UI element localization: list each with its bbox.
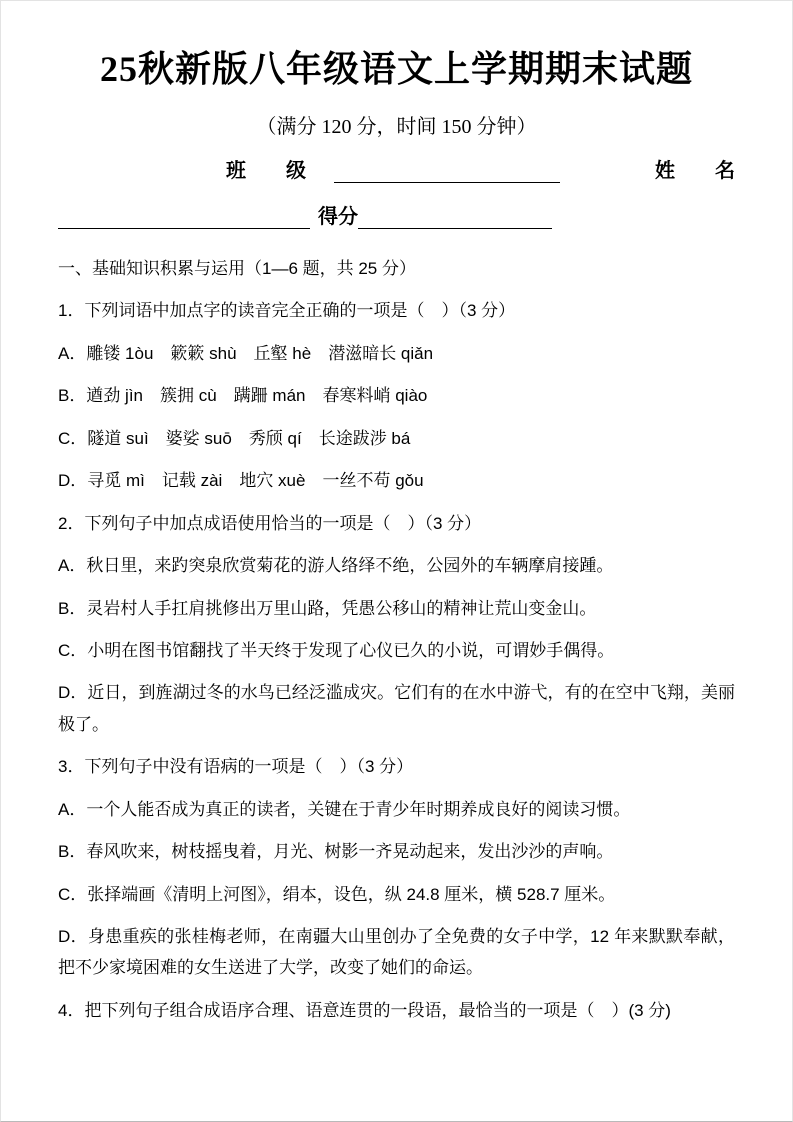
question-2-stem: 2．下列句子中加点成语使用恰当的一项是（ ）（3 分） <box>58 513 482 533</box>
class-label: 班 级 <box>226 160 306 182</box>
name-label: 姓 名 <box>655 160 735 182</box>
question-4-stem: 4．把下列句子组合成语序合理、语意连贯的一段语，最恰当的一项是（ ）(3 分) <box>58 1000 671 1020</box>
question-1-option-b: B．遒劲 jìn 簇拥 cù 蹒跚 mán 春寒料峭 qiào <box>58 386 428 406</box>
class-blank-line <box>334 158 560 183</box>
question-2-option-d: D．近日，到旌湖过冬的水鸟已经泛滥成灾。它们有的在水中游弋，有的在空中飞翔，美丽极了。 <box>58 683 735 734</box>
question-2-option-b: B．灵岩村人手扛肩挑修出万里山路，凭愚公移山的精神让荒山变金山。 <box>58 598 597 618</box>
score-blank-line <box>358 204 552 229</box>
exam-score-time-subtitle: （满分 120 分，时间 150 分钟） <box>256 116 537 138</box>
question-3-option-b: B．春风吹来，树枝摇曳着，月光、树影一齐晃动起来，发出沙沙的声响。 <box>58 842 614 862</box>
question-2-option-a: A．秋日里，来趵突泉欣赏菊花的游人络绎不绝，公园外的车辆摩肩接踵。 <box>58 556 614 576</box>
exam-body <box>58 253 735 1026</box>
question-1-stem: 1．下列词语中加点字的读音完全正确的一项是（ ）（3 分） <box>58 301 516 321</box>
name-blank-line <box>58 204 310 229</box>
student-info-row <box>226 153 735 183</box>
score-label: 得分 <box>318 206 358 228</box>
question-2-option-c: C．小明在图书馆翻找了半天终于发现了心仪已久的小说，可谓妙手偶得。 <box>58 640 615 660</box>
question-1-option-a: A．雕镂 1òu 簌簌 shù 丘壑 hè 潜滋暗长 qiǎn <box>58 343 434 363</box>
section-1-heading: 一、基础知识积累与运用（1—6 题，共 25 分） <box>58 259 416 278</box>
question-3-option-c: C．张择端画《清明上河图》，绢本，设色，纵 24.8 厘米，横 528.7 厘米。 <box>58 884 616 904</box>
question-3-option-a: A．一个人能否成为真正的读者，关键在于青少年时期养成良好的阅读习惯。 <box>58 799 631 819</box>
page-title: 25秋新版八年级语文上学期期末试题 <box>99 49 693 89</box>
question-3-option-d: D．身患重疾的张桂梅老师，在南疆大山里创办了全免费的女子中学，12 年来默默奉献，把不少家境困难的女生送进了大学，改变了她们的命运。 <box>58 927 735 978</box>
question-3-stem: 3．下列句子中没有语病的一项是（ ）（3 分） <box>58 757 414 777</box>
question-1-option-c: C．隧道 suì 婆娑 suō 秀颀 qí 长途跋涉 bá <box>58 428 411 448</box>
score-info-row <box>58 199 735 229</box>
question-1-option-d: D．寻觅 mì 记载 zài 地穴 xuè 一丝不苟 gǒu <box>58 471 424 491</box>
